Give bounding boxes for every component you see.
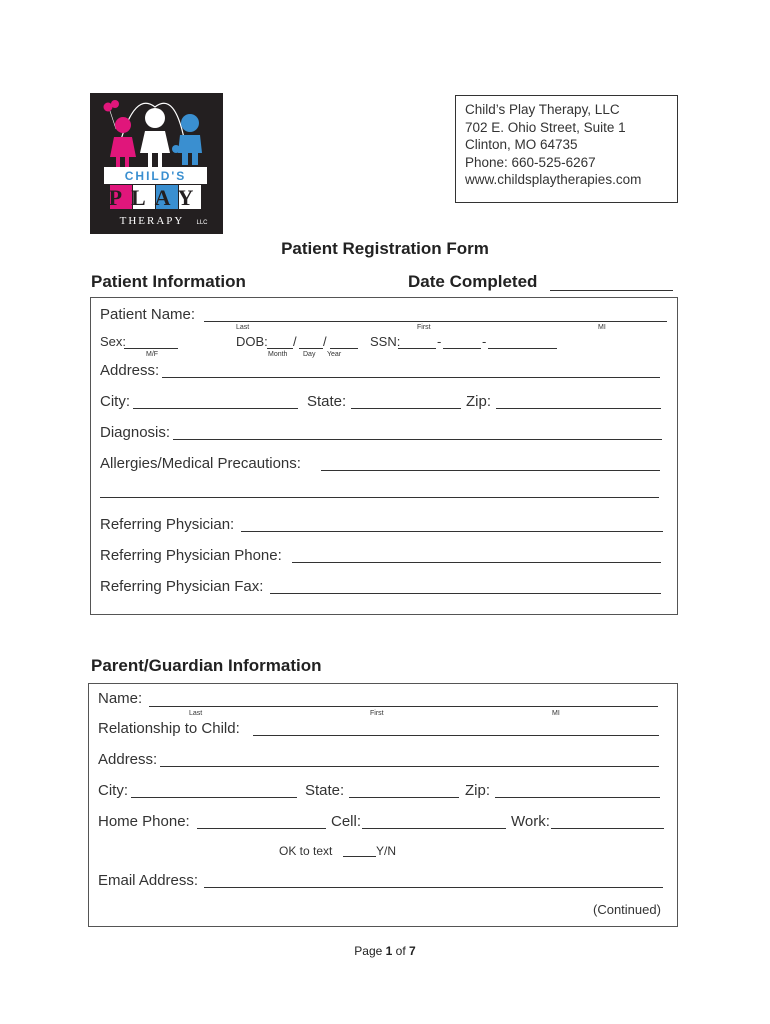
patient-name-last-hint: Last [236, 324, 250, 331]
dob-month-hint: Month [268, 351, 288, 358]
guardian-name-label: Name: [98, 690, 143, 707]
guardian-name-last-hint: Last [189, 710, 203, 717]
page-total: 7 [409, 944, 416, 958]
cell-field[interactable] [362, 828, 506, 829]
form-title: Patient Registration Form [281, 239, 489, 258]
company-street: 702 E. Ohio Street, Suite 1 [465, 119, 626, 135]
ref-physician-field[interactable] [241, 531, 663, 532]
sex-hint: M/F [146, 351, 159, 358]
patient-zip-label: Zip: [466, 393, 492, 410]
company-city: Clinton, MO 64735 [465, 137, 578, 152]
allergies-label: Allergies/Medical Precautions: [100, 455, 301, 472]
company-logo [90, 93, 223, 234]
continued-note: (Continued) [593, 902, 661, 917]
patient-address-label: Address: [100, 362, 160, 379]
guardian-zip-field[interactable] [495, 797, 660, 798]
diagnosis-field[interactable] [173, 439, 662, 440]
allergies-field[interactable] [321, 470, 660, 471]
patient-name-label: Patient Name: [100, 306, 196, 323]
ok-to-text-label: OK to text [279, 844, 333, 858]
guardian-section-title: Parent/Guardian Information [91, 656, 322, 675]
patient-name-field[interactable] [204, 321, 667, 322]
patient-address-field[interactable] [162, 377, 660, 378]
relationship-label: Relationship to Child: [98, 720, 240, 737]
address-box [455, 95, 678, 203]
ssn-label: SSN: [370, 334, 401, 349]
patient-state-field[interactable] [351, 408, 461, 409]
home-phone-label: Home Phone: [98, 813, 190, 830]
guardian-name-mi-hint: MI [552, 710, 560, 717]
dob-month-field[interactable] [267, 348, 293, 349]
page-footer [0, 944, 770, 958]
ssn-part3-field[interactable] [488, 348, 557, 349]
relationship-field[interactable] [253, 735, 659, 736]
dob-day-hint: Day [303, 351, 316, 358]
ssn-part2-field[interactable] [443, 348, 481, 349]
ref-phone-field[interactable] [292, 562, 661, 563]
work-field[interactable] [551, 828, 664, 829]
home-phone-field[interactable] [197, 828, 326, 829]
ssn-part1-field[interactable] [398, 348, 436, 349]
guardian-state-label: State: [305, 782, 345, 799]
patient-state-label: State: [307, 393, 347, 410]
logo-graphic [90, 93, 223, 234]
diagnosis-label: Diagnosis: [100, 424, 171, 441]
guardian-name-first-hint: First [370, 710, 384, 717]
sex-label: Sex: [100, 334, 127, 349]
ok-to-text-yn: Y/N [376, 844, 397, 858]
dob-year-hint: Year [327, 351, 342, 358]
work-label: Work: [511, 813, 550, 830]
dob-slash-1: / [293, 334, 297, 349]
date-completed-label: Date Completed [408, 272, 538, 291]
sex-field[interactable] [124, 348, 178, 349]
patient-section-title: Patient Information [91, 272, 246, 291]
patient-name-mi-hint: MI [598, 324, 606, 331]
logo-suffix: LLC [196, 220, 208, 226]
dob-day-field[interactable] [299, 348, 323, 349]
guardian-city-label: City: [98, 782, 128, 799]
email-label: Email Address: [98, 872, 199, 889]
guardian-city-field[interactable] [131, 797, 297, 798]
allergies-field-line2[interactable] [100, 497, 659, 498]
page-word: Page [354, 944, 383, 958]
page-number: 1 [385, 944, 393, 958]
date-completed-field[interactable] [550, 290, 673, 291]
cell-label: Cell: [331, 813, 362, 830]
logo-line1: CHILD'S [124, 169, 187, 183]
guardian-address-field[interactable] [160, 766, 659, 767]
ref-fax-label: Referring Physician Fax: [100, 578, 264, 595]
ref-phone-label: Referring Physician Phone: [100, 547, 282, 564]
dob-slash-2: / [323, 334, 327, 349]
guardian-address-label: Address: [98, 751, 158, 768]
ssn-dash-2: - [482, 334, 487, 349]
ref-physician-label: Referring Physician: [100, 516, 235, 533]
logo-line2: PLAY [108, 185, 203, 210]
company-phone: Phone: 660-525-6267 [465, 154, 596, 170]
email-field[interactable] [204, 887, 663, 888]
logo-line3: THERAPY [119, 215, 185, 227]
patient-zip-field[interactable] [496, 408, 661, 409]
patient-city-label: City: [100, 393, 130, 410]
company-website[interactable]: www.childsplaytherapies.com [465, 172, 642, 187]
of-word: of [395, 944, 406, 958]
guardian-name-field[interactable] [149, 706, 658, 707]
guardian-zip-label: Zip: [465, 782, 491, 799]
dob-year-field[interactable] [330, 348, 358, 349]
ok-to-text-field[interactable] [343, 856, 376, 857]
ssn-dash-1: - [437, 334, 442, 349]
ref-fax-field[interactable] [270, 593, 661, 594]
patient-name-first-hint: First [417, 324, 431, 331]
patient-city-field[interactable] [133, 408, 298, 409]
guardian-state-field[interactable] [349, 797, 459, 798]
company-name: Child’s Play Therapy, LLC [465, 102, 620, 117]
dob-label: DOB: [236, 334, 268, 349]
